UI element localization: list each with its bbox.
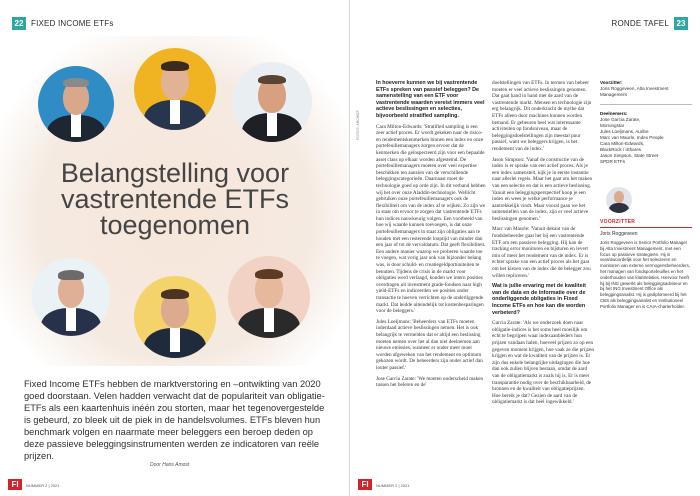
moderator-label: Voorzitter: [600, 80, 623, 85]
participant-entry: Cara Milton-Edwards, [600, 141, 645, 146]
participant-photo-3 [232, 62, 312, 142]
article-paragraph: Jason Simpson: 'Vanaf de constructie van de index is er sprake van een actief proces. Als je een index samenstelt, kijk je in eerste instantie naar allerlei regels. Maar het gaat om het maken van een selectie en dat is een actieve beslissing. Vanuit een beleggingsperspectief koop je een index en wees je welke performance je aantrekkelijk vindt. Maar vooral gaan we het samenstellen van de index, zijn er veel actieve beslissingen genomen.' [492, 156, 593, 222]
participant-entry: Morningstar [600, 123, 625, 128]
participants-list [600, 117, 692, 165]
participant-photo-6 [228, 256, 310, 338]
interview-question: In hoeverre kunnen we bij vastrentende ETFs spreken van passief beleggen? De samenstelling van een ETF voor vastrentende waarden vereist immers veel actieve beslissingen en selecties, bijvoorbeeld stratified sampling. [376, 80, 485, 119]
page-number-left: 22 [12, 17, 26, 30]
article-column-2 [492, 80, 594, 486]
article-headline: Belangstelling voor vastrentende ETFs toegenomen [60, 158, 290, 240]
participant-entry: Jose Garcia Zarate, [600, 117, 641, 122]
article-paragraph: Garcia Zarate: 'Als we onderzoek doen naar obligatie-indices is het soms heel moeilijk om echt te begrijpen waar indexaanbieders hun prijzen vandaan halen, hoeveel prijzen zo op een gegeven moment krijgen, hoe vaak ze die prijzen krijgen en wat de kwaliteit van de prijzen is. Er zijn dus enkele belangrijke uitdagingen die hoe dan ook zullen blijven bestaan, omdat de aard van de obligatiemarkt is zoals hij is. Er is meer transparantie nodig over de beschikbaarheid, de bronnen en de kwaliteit van obligatieprijzen. Hoe bereik je dat? Gezien de aard van de obligatiemarkt is dat heel ingewikkeld.' [492, 320, 594, 406]
vertical-note: FOTO'S: ARCHIEF [356, 110, 360, 140]
chair-bio: Joris Roggeveen is Senior Portfolio Manager bij Alta Investment Management, met een focus op passieve strategieën. Hij is verantwoordelijk voor het selecteren en monitoren van externe vermogensbeheerders, het managen van fondsportefeuilles en het onderhouden van klantrelaties. Hiervoor heeft hij bij ING gewerkt als beleggingsadviseur en bij het ING Investment Office als beleggingsanalist. Hij is gediplomeerd bij het CBS als beleggingsanalist en Institutioneel Portfolio Manager en is CAIA-charterholder. [600, 240, 691, 309]
article-paragraph: Cara Milton-Edwards: 'Stratified sampling is een zeer actief proces. Er wordt gekeken naar de risico- en rendementskenmerken binnen een index en onze portefeuillemanagers zorgen ervoor dat de kenmerken die geïnspecteerd zijn voor een bepaalde asset class op elkaar worden afgestemd. De portefeuillemanagers moeten over veel expertise beschikken ten aanzien van de verschillende beleggingscategorieën. Daarnaast moet de technologie goed op orde zijn. In dit verband hebben wij het over onze Aladdin-technologie. Wellicht gebruiken onze portefeuillemanagers ook de flexibiliteit om van de index af te wijken. Zo zijn we in staat om ervoor te zorgen dat vastrentende ETFs hun indices nauwkeurig volgen. Een voorbeeld van hoe wij waarde kunnen toevoegen, is dat onze portefeuillemanagers in staat zijn obligaties aan te houden met een resterende looptijd van minder dan een jaar of tot de vervaldatum. Dat geeft flexibiliteit. Een andere manier waarop we proberen waarde toe te voegen, wat vorig jaar ook van bijzonder belang was, is door schuld- en creatiegeldportuniteiten te benutten. Tijdens de crisis in de markt voor obligaties werd verlaagd, konden we intern posities overdragen uit investment grade-fondsen naar high yield-ETFs en indiceerden we posities onder transactie te hoeven verrichten op de onderliggende markt. Dat leidde uiteindelijk tot kostenbesparingen voor de beleggers.' [376, 123, 486, 315]
article-paragraph: Marc van Maurle: 'Vanuit dekant van de fondsbeheerder gaat het bij een vastrentende ETF om een passieve belegging. Hij kan de tracking error monitoren en bijsturen en levert min of meer het rendement van de index. Er is echter sprake van een actief proces als het gaat om het kiezen van de index die de belegger zou willen repliceren.' [492, 226, 591, 279]
fi-logo-right: FI [358, 479, 372, 490]
chair-photo [606, 187, 632, 213]
sidebar [600, 80, 692, 310]
article-paragraph: Jose Garcia Zarate: 'We moeten onderscheid maken tussen het beleren en de' [376, 375, 484, 389]
footer-left: NUMMER 2 | 2021 [26, 483, 60, 488]
fi-logo: FI [8, 479, 22, 490]
footer-right: NUMMER 2 | 2021 [376, 483, 410, 488]
chair-name: Joris Roggeveen [600, 231, 638, 237]
byline: Door Hans Amost [150, 462, 190, 468]
participant-photo-5 [134, 276, 216, 358]
participant-entry: SPDR ETFs [600, 159, 626, 164]
section-title-right: RONDE TAFEL [611, 18, 669, 28]
interview-question: Wat is jullie ervaring met de kwaliteit van de data en de informatie over de onderliggende obligaties in Fixed Income ETFs en hoe kan die worden verbeterd? [492, 283, 586, 316]
participant-entry: Jules Loeljmans, Auribe [600, 129, 649, 134]
chair-heading: VOORZITTER [600, 219, 636, 225]
article-intro: Fixed Income ETFs hebben de marktverstoring en –ontwikting van 2020 goed doorstaan. Velen hadden verwacht dat de populariteit van obligatie-ETFs als een kaartenhuis inéén zou storten, maar het tegenovergestelde is gebeurd, zo bleek uit de piek in de handelsvolumes. ETFs bleven hun benchmark volgen en naarmate meer beleggers een beroep deden op deze passieve beleggingsinstrumenten werden ze indicatoren van reële prijzen. [24, 379, 325, 461]
article-paragraph: doelstellingen van ETFs. In termen van beheer moeten er veel actieve beslissingen genomen. Dat gaat hand in hand met de aard van de vastrentende markt. Mensen en technologie zijn erg belangrijk. Dit onderkracht de mythe dat ETFs alleen door machines kunnen worden bemand. Er gebeuren heel wat interessante activiteiten op fondsniveau, maar de beleggingsdoelstellingen zijn meestal puur passief, want we beleggers krijgen, is het rendement van de index.' [492, 80, 592, 152]
moderator-name: Joris Roggeveen, Alta Investment Management [600, 86, 669, 97]
participant-photo-1 [38, 66, 114, 142]
section-title-left: FIXED INCOME ETFs [31, 18, 114, 28]
participants-label: Deelnemers: [600, 111, 628, 116]
page-number-right: 23 [674, 17, 688, 30]
article-paragraph: Jules Loeljmans: 'Beheerders van ETFs moeten inderdaad actieve beslissingen nemen. Het is ook belangrijk te vermelden dat er altijd een beslissing moeten nemen over het al dan niet deelnemen aan nieuwe emissies, wanneer er onder meer moet worden afgeweken van het rendement en optimum gekozen wordt. De beheerders zijn onder actief dan louter passief.' [376, 318, 483, 371]
participant-entry: Jason Simpson, State Street [600, 153, 659, 158]
right-page-header [612, 16, 688, 30]
left-page-header [12, 16, 114, 30]
chair-rule [600, 227, 692, 228]
participant-entry: Marc van Maurle, Index People [600, 135, 664, 140]
sidebar-divider [600, 104, 692, 105]
article-column-1 [376, 80, 486, 486]
participant-photo-4 [32, 258, 110, 336]
participant-entry: BlackRock / iShares [600, 147, 642, 152]
participant-photo-2 [134, 48, 216, 130]
